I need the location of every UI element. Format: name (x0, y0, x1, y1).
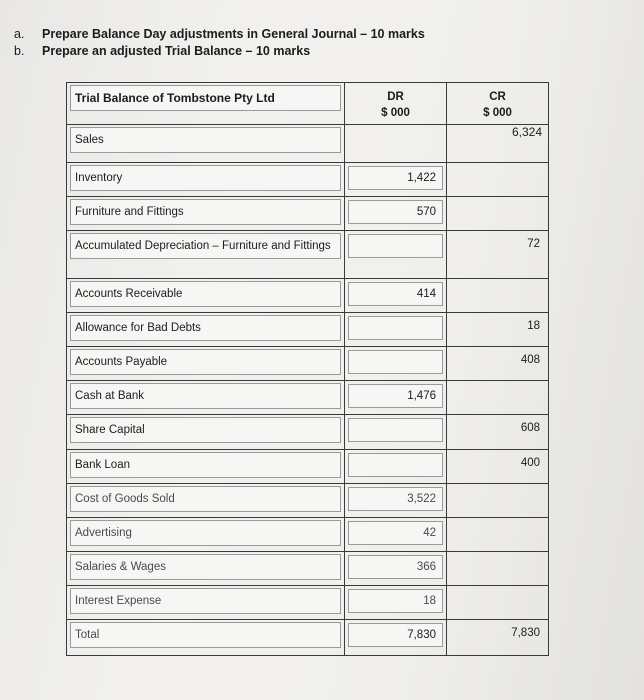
dr-cell (345, 231, 447, 279)
cr-value: 400 (520, 456, 540, 469)
cr-cell (447, 381, 549, 415)
account-name-cell (67, 163, 345, 197)
instructions (14, 26, 425, 60)
table-row (67, 313, 549, 347)
table-row (67, 585, 549, 619)
dr-value: 18 (348, 589, 443, 613)
cr-value: 6,324 (511, 125, 542, 140)
cr-cell (447, 415, 549, 449)
dr-cell (345, 381, 447, 415)
dr-value: 42 (348, 521, 443, 545)
cr-value (447, 552, 548, 559)
table-row (67, 197, 549, 231)
account-name-cell (67, 483, 345, 517)
cr-value: 608 (520, 422, 540, 435)
cr-cell (447, 163, 549, 197)
table-row-total (67, 619, 549, 655)
table-row (67, 163, 549, 197)
dr-cell (345, 483, 447, 517)
account-name: Furniture and Fittings (70, 199, 341, 225)
cr-header-cell (447, 83, 549, 125)
account-name-cell (67, 415, 345, 449)
total-cr-value: 7,830 (511, 626, 540, 639)
table-row (67, 279, 549, 313)
table-row (67, 415, 549, 449)
dr-header-cell (345, 83, 447, 125)
account-name: Bank Loan (70, 452, 341, 478)
account-name: Cost of Goods Sold (70, 486, 341, 512)
dr-unit: $ 000 (381, 107, 410, 119)
account-name: Allowance for Bad Debts (70, 315, 341, 341)
account-name: Inventory (70, 165, 341, 191)
dr-header: DR (387, 91, 404, 103)
cr-header: CR (489, 91, 506, 103)
instruction-letter: a. (14, 27, 25, 41)
cr-value (447, 163, 548, 170)
account-name-cell (67, 551, 345, 585)
dr-cell (345, 313, 447, 347)
cr-unit: $ 000 (483, 107, 512, 119)
dr-value (348, 316, 443, 340)
cr-value (447, 586, 548, 593)
account-name-cell (67, 125, 345, 163)
cr-cell (447, 231, 549, 279)
cr-value (447, 279, 548, 286)
dr-cell (345, 347, 447, 381)
dr-value: 1,476 (348, 384, 443, 408)
dr-cell (345, 163, 447, 197)
dr-cell (345, 197, 447, 231)
instruction-text: Prepare Balance Day adjustments in General Journal – 10 marks (42, 27, 425, 41)
account-name-cell (67, 517, 345, 551)
cr-cell (447, 197, 549, 231)
account-name: Salaries & Wages (70, 554, 341, 580)
dr-value (348, 350, 443, 374)
cr-value: 72 (527, 238, 540, 251)
dr-value: 3,522 (348, 487, 443, 511)
dr-value: 414 (348, 282, 443, 306)
dr-value (345, 125, 446, 132)
cr-cell (447, 125, 549, 163)
cr-value (447, 381, 548, 388)
table-row (67, 551, 549, 585)
dr-value: 570 (348, 200, 443, 224)
cr-cell (447, 585, 549, 619)
account-name: Interest Expense (70, 588, 341, 614)
cr-cell (447, 279, 549, 313)
cr-cell (447, 619, 549, 655)
instruction-a (14, 26, 425, 43)
cr-cell (447, 551, 549, 585)
dr-value: 366 (348, 555, 443, 579)
instruction-b (14, 43, 425, 60)
cr-cell (447, 517, 549, 551)
dr-cell (345, 517, 447, 551)
cr-value (447, 518, 548, 525)
account-name: Accumulated Depreciation – Furniture and Fittings (70, 233, 341, 259)
table-row (67, 517, 549, 551)
table-row-sales (67, 125, 549, 163)
instruction-text: Prepare an adjusted Trial Balance – 10 marks (42, 44, 311, 58)
account-name-cell (67, 231, 345, 279)
account-name-cell (67, 619, 345, 655)
cr-value: 408 (520, 354, 540, 367)
dr-cell (345, 279, 447, 313)
account-name-cell (67, 197, 345, 231)
dr-cell (345, 415, 447, 449)
account-name-cell (67, 449, 345, 483)
table-title: Trial Balance of Tombstone Pty Ltd (70, 85, 341, 111)
dr-cell (345, 585, 447, 619)
account-name-cell (67, 279, 345, 313)
table-header-row (67, 83, 549, 125)
dr-value: 1,422 (348, 166, 443, 190)
account-name: Sales (70, 127, 341, 153)
trial-balance-table (66, 82, 549, 656)
dr-cell (345, 619, 447, 655)
table-row (67, 449, 549, 483)
dr-value (348, 418, 443, 442)
account-name: Accounts Payable (70, 349, 341, 375)
account-name-cell (67, 313, 345, 347)
account-name: Cash at Bank (70, 383, 341, 409)
dr-cell (345, 449, 447, 483)
total-dr-value: 7,830 (348, 623, 443, 647)
table-row (67, 231, 549, 279)
trial-balance-table-wrapper (66, 82, 548, 656)
account-name-cell (67, 585, 345, 619)
cr-value: 18 (527, 320, 540, 333)
cr-value (447, 197, 548, 204)
cr-cell (447, 347, 549, 381)
dr-value (348, 234, 443, 258)
account-name: Share Capital (70, 417, 341, 443)
table-row (67, 381, 549, 415)
table-row (67, 347, 549, 381)
cr-value (447, 484, 548, 491)
table-title-cell (67, 83, 345, 125)
account-name-cell (67, 381, 345, 415)
table-row (67, 483, 549, 517)
dr-cell (345, 551, 447, 585)
account-name: Accounts Receivable (70, 281, 341, 307)
account-name: Advertising (70, 520, 341, 546)
dr-value (348, 453, 443, 477)
cr-cell (447, 483, 549, 517)
cr-cell (447, 313, 549, 347)
total-label: Total (70, 622, 341, 648)
account-name-cell (67, 347, 345, 381)
dr-cell (345, 125, 447, 163)
instruction-letter: b. (14, 44, 25, 58)
cr-cell (447, 449, 549, 483)
